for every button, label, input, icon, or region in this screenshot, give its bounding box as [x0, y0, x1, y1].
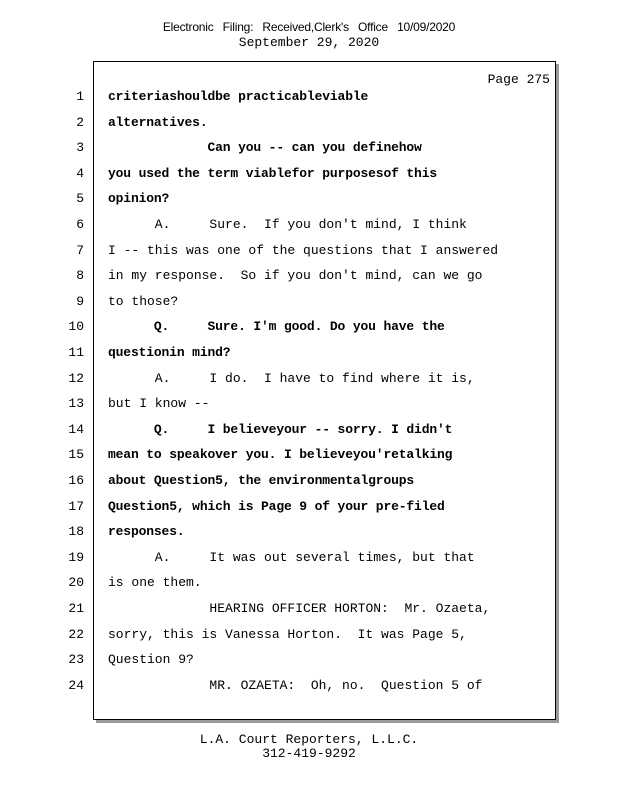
- court-reporter-phone: 312-419-9292: [262, 746, 356, 761]
- transcript-line: sorry, this is Vanessa Horton. It was Page 5,: [108, 627, 467, 642]
- line-number: 3: [76, 140, 84, 155]
- line-number: 10: [68, 319, 84, 334]
- transcript-line: A. It was out several times, but that: [108, 550, 475, 565]
- transcript-line: Q. I believeyour -- sorry. I didn't: [108, 422, 453, 437]
- page-number: Page 275: [487, 72, 550, 87]
- transcript-line: criteriashouldbe practicableviable: [108, 89, 369, 104]
- transcript-line: but I know --: [108, 396, 210, 411]
- hearing-date: September 29, 2020: [238, 35, 380, 50]
- line-number: 19: [68, 550, 84, 565]
- line-number: 9: [76, 294, 84, 309]
- transcript-line: MR. OZAETA: Oh, no. Question 5 of: [108, 678, 483, 693]
- line-number: 24: [68, 678, 84, 693]
- transcript-line: opinion?: [108, 191, 170, 206]
- transcript-line: Can you -- can you definehow: [108, 140, 422, 155]
- line-number: 21: [68, 601, 84, 616]
- line-number: 20: [68, 575, 84, 590]
- transcript-line: Question5, which is Page 9 of your pre-filed: [108, 499, 445, 514]
- line-number: 11: [68, 345, 84, 360]
- line-number: 14: [68, 422, 84, 437]
- court-reporter-name: L.A. Court Reporters, L.L.C.: [199, 732, 419, 747]
- transcript-line: you used the term viablefor purposesof this: [108, 166, 438, 181]
- line-number: 2: [76, 115, 84, 130]
- transcript-line: to those?: [108, 294, 179, 309]
- line-number: 7: [76, 243, 84, 258]
- transcript-line: in my response. So if you don't mind, can we go: [108, 268, 483, 283]
- transcript-page: [93, 61, 556, 720]
- line-number: 13: [68, 396, 84, 411]
- transcript-line: responses.: [108, 524, 185, 539]
- filing-stamp: Electronic Filing: Received,Clerk's Office 10/09/2020: [162, 20, 456, 34]
- transcript-line: mean to speakover you. I believeyou'retalking: [108, 447, 453, 462]
- line-number: 8: [76, 268, 84, 283]
- transcript-line: HEARING OFFICER HORTON: Mr. Ozaeta,: [108, 601, 491, 616]
- transcript-line: I -- this was one of the questions that I answered: [108, 243, 499, 258]
- line-number: 4: [76, 166, 84, 181]
- line-number: 5: [76, 191, 84, 206]
- transcript-line: questionin mind?: [108, 345, 231, 360]
- line-number: 22: [68, 627, 84, 642]
- transcript-line: is one them.: [108, 575, 202, 590]
- transcript-line: A. I do. I have to find where it is,: [108, 371, 475, 386]
- transcript-line: Q. Sure. I'm good. Do you have the: [108, 319, 445, 334]
- transcript-line: alternatives.: [108, 115, 208, 130]
- line-number: 15: [68, 447, 84, 462]
- line-number: 16: [68, 473, 84, 488]
- transcript-line: A. Sure. If you don't mind, I think: [108, 217, 467, 232]
- line-number: 17: [68, 499, 84, 514]
- line-number: 1: [76, 89, 84, 104]
- transcript-line: about Question5, the environmentalgroups: [108, 473, 415, 488]
- line-number: 12: [68, 371, 84, 386]
- line-number: 6: [76, 217, 84, 232]
- line-number: 18: [68, 524, 84, 539]
- line-number: 23: [68, 652, 84, 667]
- transcript-line: Question 9?: [108, 652, 194, 667]
